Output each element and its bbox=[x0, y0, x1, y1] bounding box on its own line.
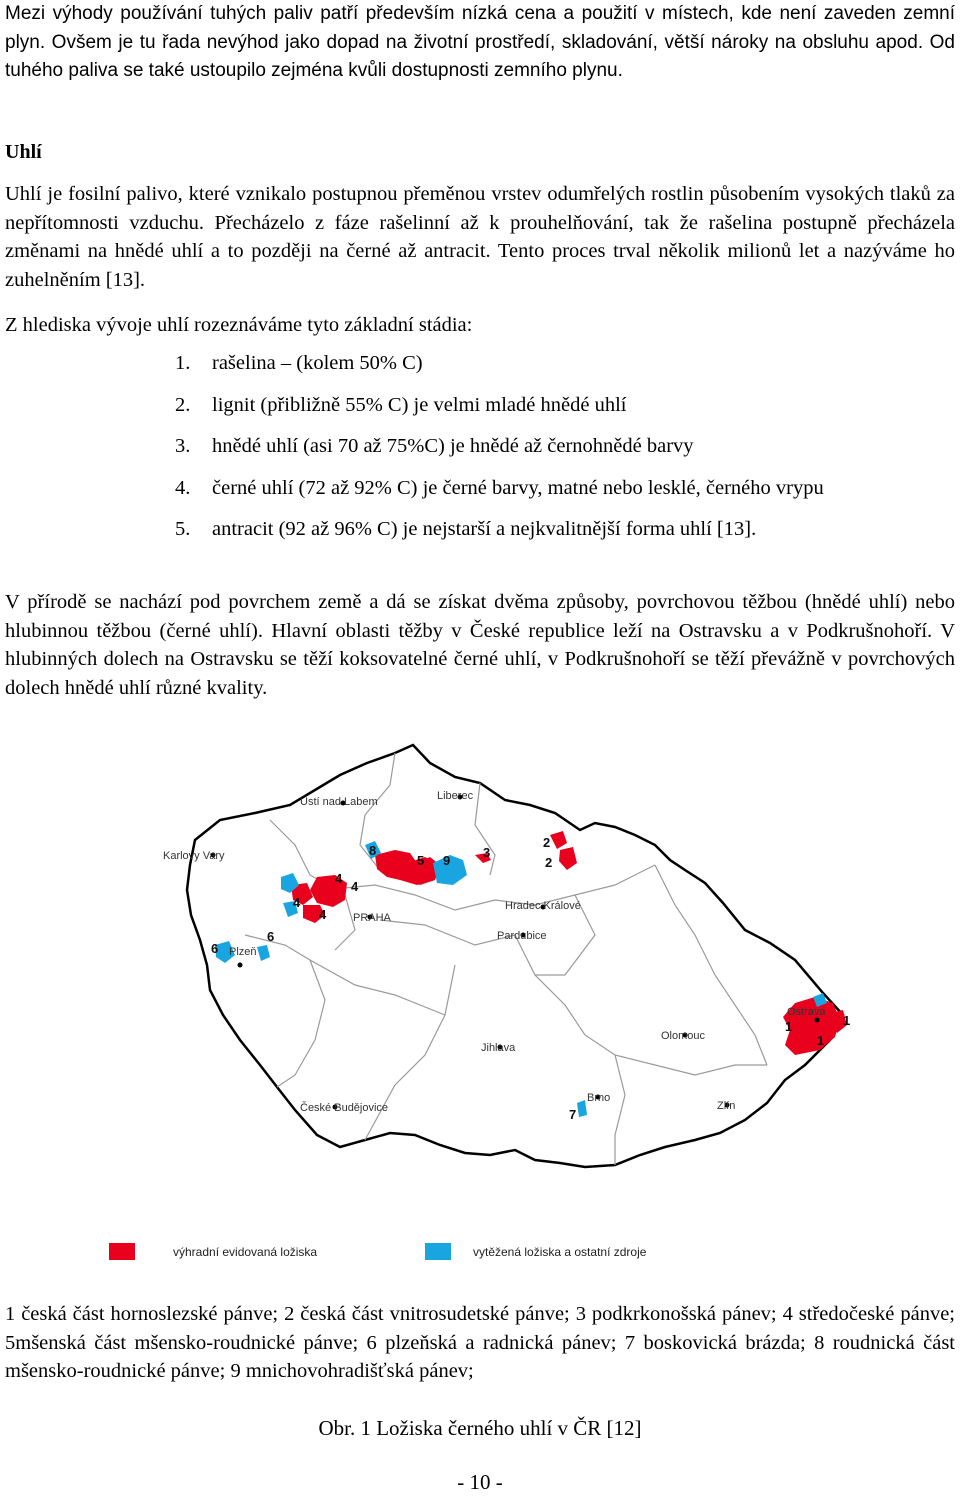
list-item-number: 4. bbox=[175, 476, 191, 499]
list-item bbox=[175, 474, 960, 503]
city-label-hradec: Hradec Králové bbox=[505, 900, 581, 912]
legend-swatch-reserved bbox=[109, 1243, 135, 1260]
list-item-text: hnědé uhlí (asi 70 až 75%C) je hnědé až černohnědé barvy bbox=[212, 435, 694, 457]
basin-number: 4 bbox=[319, 907, 327, 922]
basin-number: 1 bbox=[817, 1033, 825, 1048]
city-label-usti: Ústí nad Labem bbox=[300, 796, 378, 808]
list-item-text: lignit (přibližně 55% C) je velmi mladé hnědé uhlí bbox=[212, 393, 627, 416]
list-item-number: 2. bbox=[175, 393, 191, 416]
coal-deposits-map bbox=[95, 735, 885, 1275]
list-item-number: 1. bbox=[175, 352, 191, 374]
basin-number: 1 bbox=[843, 1013, 851, 1028]
basin-number: 7 bbox=[569, 1107, 577, 1122]
list-item-text: rašelina – (kolem 50% C) bbox=[212, 352, 423, 374]
list-item bbox=[175, 432, 960, 461]
body-paragraph-1: Uhlí je fosilní palivo, které vznikalo postupnou přeměnou vrstev odumřelých rostlin působením vysokých tlaků za nepřítomnosti vzduchu. Přecházelo z fáze rašelinní až k prouhelňování, tak že rašelina postupně přecházela změnami na hnědé uhlí a to později na černé až antracit. Tento proces trval několik milionů let a nazýváme ho zuhelněním [13]. bbox=[5, 183, 955, 291]
figure-caption: Obr. 1 Ložiska černého uhlí v ČR [12] bbox=[318, 1416, 642, 1440]
figure-note: 1 česká část hornoslezské pánve; 2 česká část vnitrosudetské pánve; 3 podkrkonošská pánev; 4 středočeské pánve; 5mšenská část mšensko-roudnické pánve; 6 plzeňská a radnická pánev; 7 boskovická brázda; 8 roudnická část mšensko-roudnické pánve; 9 mnichovohradišťská pánev; bbox=[5, 1303, 955, 1382]
basin-number: 9 bbox=[443, 853, 451, 868]
legend-swatch-mined bbox=[425, 1243, 451, 1260]
page-number: - 10 - bbox=[457, 1470, 503, 1494]
city-dot bbox=[815, 1018, 820, 1023]
city-label-karlovy-vary: Karlovy Vary bbox=[163, 850, 225, 862]
basin-number: 2 bbox=[545, 855, 553, 870]
body-paragraph-2: V přírodě se nachází pod povrchem země a dá se získat dvěma způsoby, povrchovou těžbou (hnědé uhlí) nebo hlubinnou těžbou (černé uhlí). Hlavní oblasti těžby v České republice leží na Ostravsku a v Podkrušnohoří. V hlubinných dolech na Ostravsku se těží koksovatelné černé uhlí, v Podkrušnohoří se těží převážně v povrchových dolech hnědé uhlí různé kvality. bbox=[5, 591, 955, 699]
city-label-praha: PRAHA bbox=[353, 912, 391, 924]
list-item-text: antracit (92 až 96% C) je nejstarší a nejkvalitnější forma uhlí [13]. bbox=[212, 518, 757, 540]
list-intro: Z hlediska vývoje uhlí rozeznáváme tyto základní stádia: bbox=[5, 314, 473, 336]
city-label-pardubice: Pardubice bbox=[497, 930, 547, 942]
city-label-zlin: Zlín bbox=[717, 1100, 736, 1112]
basin-number: 2 bbox=[543, 835, 551, 850]
country-outline bbox=[187, 745, 843, 1167]
city-label-ostrava: Ostrava bbox=[787, 1006, 826, 1018]
intro-paragraph: Mezi výhody používání tuhých paliv patří především nízká cena a použití v místech, kde není zaveden zemní plyn. Ovšem je tu řada nevýhod jako dopad na životní prostředí, skladování, větší nároky na obsluhu apod. Od tuhého paliva se také ustoupilo zejména kvůli dostupnosti zemního plynu. bbox=[5, 3, 955, 81]
legend-label-reserved: výhradní evidovaná ložiska bbox=[173, 1245, 318, 1259]
basin-number: 4 bbox=[351, 879, 359, 894]
basin-number: 6 bbox=[267, 929, 275, 944]
section-heading: Uhlí bbox=[5, 141, 42, 163]
city-label-jihlava: Jihlava bbox=[481, 1042, 516, 1054]
basin-number: 3 bbox=[483, 845, 491, 860]
city-dot bbox=[238, 963, 243, 968]
city-label-ceske-budejovice: České Budějovice bbox=[300, 1102, 389, 1114]
city-label-olomouc: Olomouc bbox=[661, 1030, 706, 1042]
list-item-number: 5. bbox=[175, 518, 191, 540]
map-svg bbox=[95, 735, 885, 1275]
city-label-plzen: Plzeň bbox=[229, 946, 257, 958]
stages-list bbox=[175, 349, 960, 557]
basin-number: 4 bbox=[335, 871, 343, 886]
list-item bbox=[175, 391, 960, 420]
city-label-liberec: Liberec bbox=[437, 790, 474, 802]
basin-number: 8 bbox=[369, 843, 377, 858]
list-item bbox=[175, 515, 960, 544]
list-item-number: 3. bbox=[175, 435, 191, 457]
basin-number: 4 bbox=[293, 895, 301, 910]
list-item-text: černé uhlí (72 až 92% C) je černé barvy, matné nebo lesklé, černého vrypu bbox=[212, 476, 824, 499]
basin-number: 6 bbox=[211, 941, 219, 956]
basin-number: 1 bbox=[785, 1019, 793, 1034]
city-label-brno: Brno bbox=[587, 1092, 611, 1104]
list-item bbox=[175, 349, 960, 378]
legend-label-mined: vytěžená ložiska a ostatní zdroje bbox=[473, 1245, 647, 1259]
basin-number: 5 bbox=[417, 853, 425, 868]
map-legend bbox=[109, 1243, 647, 1260]
